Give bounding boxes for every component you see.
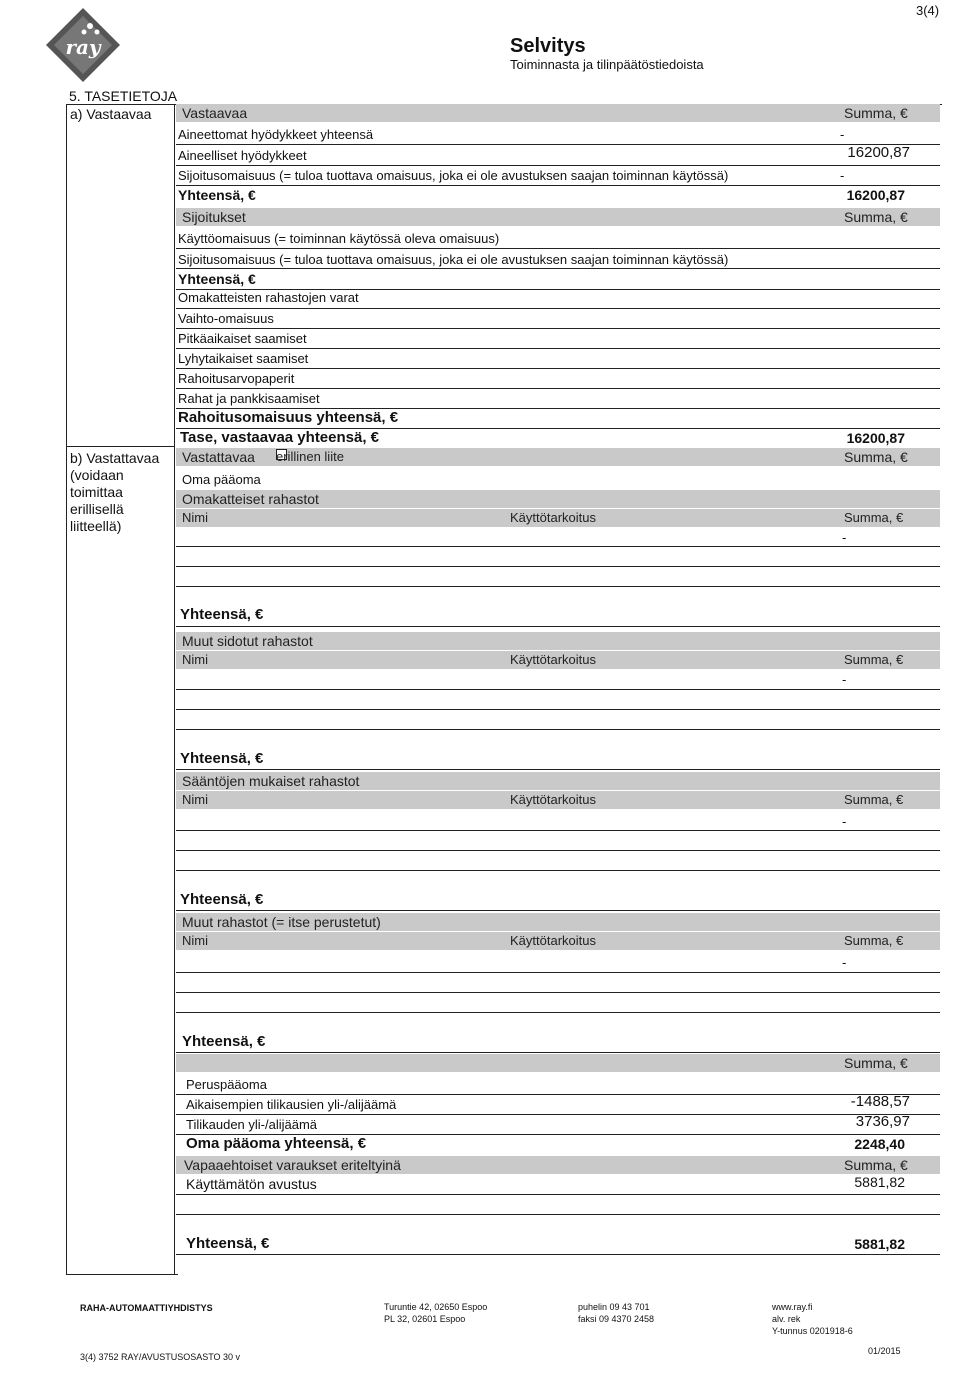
footer-address1: Turuntie 42, 02650 Espoo bbox=[384, 1302, 488, 1312]
final-total-label: Yhteensä, € bbox=[186, 1235, 270, 1252]
footer-reg: alv. rek bbox=[772, 1314, 801, 1324]
row-label: Käyttöomaisuus (= toiminnan käytössä oleva omaisuus) bbox=[178, 231, 500, 246]
footer-phone: puhelin 09 43 701 bbox=[578, 1302, 650, 1312]
tase-total-label: Tase, vastaavaa yhteensä, € bbox=[180, 429, 380, 446]
footer-address2: PL 32, 02601 Espoo bbox=[384, 1314, 466, 1324]
row-value: - bbox=[840, 127, 845, 142]
row-value: - bbox=[842, 530, 847, 545]
section-divider bbox=[66, 446, 174, 447]
rule bbox=[176, 830, 940, 831]
oma-paaoma-label: Oma pääoma bbox=[182, 472, 261, 487]
rule bbox=[176, 165, 940, 166]
band-equity bbox=[176, 1054, 940, 1072]
label-b-line: toimittaa bbox=[70, 484, 123, 500]
rule bbox=[176, 248, 940, 249]
footer-web[interactable]: www.ray.fi bbox=[772, 1302, 813, 1312]
frame-bottom bbox=[66, 1274, 178, 1275]
label-b-line: liitteellä) bbox=[70, 518, 122, 534]
band-sum-label: Summa, € bbox=[844, 1055, 908, 1071]
footer-form-date: 01/2015 bbox=[868, 1346, 901, 1356]
row-label: Omakatteisten rahastojen varat bbox=[178, 290, 359, 305]
checkbox-label: erillinen liite bbox=[276, 449, 344, 464]
col-name: Nimi bbox=[182, 510, 208, 525]
rule bbox=[176, 388, 940, 389]
rule bbox=[176, 626, 940, 627]
tase-total-value: 16200,87 bbox=[846, 430, 905, 446]
row-value: 3736,97 bbox=[855, 1113, 910, 1130]
row-label: Pitkäaikaiset saamiset bbox=[178, 331, 307, 346]
rule bbox=[176, 972, 940, 973]
row-value: - bbox=[842, 814, 847, 829]
band-label: Sijoitukset bbox=[182, 209, 246, 225]
row-value: -1488,57 bbox=[850, 1093, 910, 1110]
row-label: Peruspääoma bbox=[186, 1077, 267, 1092]
ray-logo bbox=[44, 6, 122, 84]
row-label: Aineelliset hyödykkeet bbox=[178, 148, 307, 163]
row-total-label: Yhteensä, € bbox=[178, 187, 256, 203]
col-purpose: Käyttötarkoitus bbox=[510, 792, 596, 807]
band-label: Vastaavaa bbox=[182, 105, 248, 121]
block-title: Muut sidotut rahastot bbox=[182, 633, 313, 649]
rule bbox=[176, 709, 940, 710]
page-number: 3(4) bbox=[916, 3, 940, 18]
block-total-label: Yhteensä, € bbox=[180, 606, 264, 623]
footer-org: RAHA-AUTOMAATTIYHDISTYS bbox=[80, 1303, 213, 1313]
band-vastattavaa bbox=[176, 448, 940, 466]
col-purpose: Käyttötarkoitus bbox=[510, 510, 596, 525]
band-sijoitukset bbox=[176, 208, 940, 226]
row-value: - bbox=[842, 955, 847, 970]
band-reserves bbox=[176, 1156, 940, 1174]
band-sum-label: Summa, € bbox=[844, 1157, 908, 1173]
label-a: a) Vastaavaa bbox=[70, 106, 152, 122]
frame-left bbox=[66, 104, 67, 1274]
band-muut-sidotut-rahastot bbox=[176, 632, 940, 650]
band-label: Vastattavaa bbox=[182, 449, 255, 465]
row-value: - bbox=[840, 168, 845, 183]
band-sum-label: Summa, € bbox=[844, 449, 908, 465]
rule bbox=[176, 1194, 940, 1195]
col-name: Nimi bbox=[182, 792, 208, 807]
footer-ytunnus: Y-tunnus 0201918-6 bbox=[772, 1326, 853, 1336]
label-b-line: b) Vastattavaa bbox=[70, 450, 160, 466]
row-label: Sijoitusomaisuus (= tuloa tuottava omaisuus, joka ei ole avustuksen saajan toiminnan käytössä) bbox=[178, 252, 729, 267]
band-vastaavaa bbox=[176, 104, 940, 122]
block-title: Vapaaehtoiset varaukset eriteltyinä bbox=[184, 1157, 401, 1173]
rule bbox=[176, 1254, 940, 1255]
block-total-label: Yhteensä, € bbox=[182, 1033, 266, 1050]
page-subtitle: Toiminnasta ja tilinpäätöstiedoista bbox=[510, 57, 704, 72]
rule bbox=[176, 870, 940, 871]
columns-header bbox=[176, 791, 940, 809]
row-label: Tilikauden yli-/alijäämä bbox=[186, 1117, 318, 1132]
rule bbox=[176, 308, 940, 309]
rule bbox=[176, 850, 940, 851]
block-title: Sääntöjen mukaiset rahastot bbox=[182, 773, 360, 789]
row-label: Aineettomat hyödykkeet yhteensä bbox=[178, 127, 374, 142]
block-total-label: Yhteensä, € bbox=[180, 750, 264, 767]
block-total-label: Yhteensä, € bbox=[180, 891, 264, 908]
row-label: Lyhytaikaiset saamiset bbox=[178, 351, 309, 366]
rule bbox=[176, 348, 940, 349]
row-label: Rahat ja pankkisaamiset bbox=[178, 391, 320, 406]
columns-header bbox=[176, 932, 940, 950]
col-sum: Summa, € bbox=[844, 933, 904, 948]
rahoitus-total-label: Rahoitusomaisuus yhteensä, € bbox=[178, 409, 399, 426]
rule bbox=[176, 910, 940, 911]
col-sum: Summa, € bbox=[844, 792, 904, 807]
rule bbox=[176, 185, 940, 186]
row-total-label: Yhteensä, € bbox=[178, 271, 256, 287]
rule bbox=[176, 368, 940, 369]
reserve-value: 5881,82 bbox=[854, 1174, 905, 1190]
rule bbox=[176, 1214, 940, 1215]
row-total-value: 16200,87 bbox=[846, 187, 905, 203]
band-sum-label: Summa, € bbox=[844, 209, 908, 225]
section-title: 5. TASETIETOJA bbox=[69, 88, 178, 104]
rule bbox=[176, 566, 940, 567]
label-column-divider bbox=[174, 104, 175, 1274]
col-sum: Summa, € bbox=[844, 652, 904, 667]
rule bbox=[176, 268, 940, 269]
final-total-value: 5881,82 bbox=[854, 1236, 905, 1252]
rule bbox=[176, 729, 940, 730]
row-label: Aikaisempien tilikausien yli-/alijäämä bbox=[186, 1097, 397, 1112]
band-muut-rahastot bbox=[176, 913, 940, 931]
rule bbox=[176, 769, 940, 770]
row-label: Sijoitusomaisuus (= tuloa tuottava omaisuus, joka ei ole avustuksen saajan toiminnan käytössä) bbox=[178, 168, 729, 183]
reserve-label: Käyttämätön avustus bbox=[186, 1176, 317, 1192]
row-label: Rahoitusarvopaperit bbox=[178, 371, 295, 386]
rule bbox=[176, 992, 940, 993]
band-omakatteiset-rahastot bbox=[176, 490, 940, 508]
equity-total-label: Oma pääoma yhteensä, € bbox=[186, 1135, 367, 1152]
row-value: 16200,87 bbox=[847, 144, 910, 161]
col-purpose: Käyttötarkoitus bbox=[510, 933, 596, 948]
label-b-line: erillisellä bbox=[70, 501, 124, 517]
rule bbox=[176, 328, 940, 329]
band-saantojen-mukaiset-rahastot bbox=[176, 772, 940, 790]
label-b-line: (voidaan bbox=[70, 467, 124, 483]
logo-text: ray bbox=[65, 35, 101, 59]
rule bbox=[176, 1052, 940, 1053]
rule bbox=[176, 586, 940, 587]
band-sum-label: Summa, € bbox=[844, 105, 908, 121]
rule bbox=[176, 689, 940, 690]
row-label: Vaihto-omaisuus bbox=[178, 311, 274, 326]
page-title: Selvitys bbox=[510, 35, 586, 57]
columns-header bbox=[176, 651, 940, 669]
rule bbox=[176, 1012, 940, 1013]
equity-total-value: 2248,40 bbox=[854, 1136, 905, 1152]
col-name: Nimi bbox=[182, 652, 208, 667]
col-name: Nimi bbox=[182, 933, 208, 948]
columns-header bbox=[176, 509, 940, 527]
col-sum: Summa, € bbox=[844, 510, 904, 525]
row-value: - bbox=[842, 672, 847, 687]
block-title: Omakatteiset rahastot bbox=[182, 491, 319, 507]
rule bbox=[176, 546, 940, 547]
col-purpose: Käyttötarkoitus bbox=[510, 652, 596, 667]
block-title: Muut rahastot (= itse perustetut) bbox=[182, 914, 381, 930]
footer-form-code: 3(4) 3752 RAY/AVUSTUSOSASTO 30 v bbox=[80, 1352, 241, 1362]
label-b bbox=[70, 450, 159, 535]
footer-fax: faksi 09 4370 2458 bbox=[578, 1314, 655, 1324]
